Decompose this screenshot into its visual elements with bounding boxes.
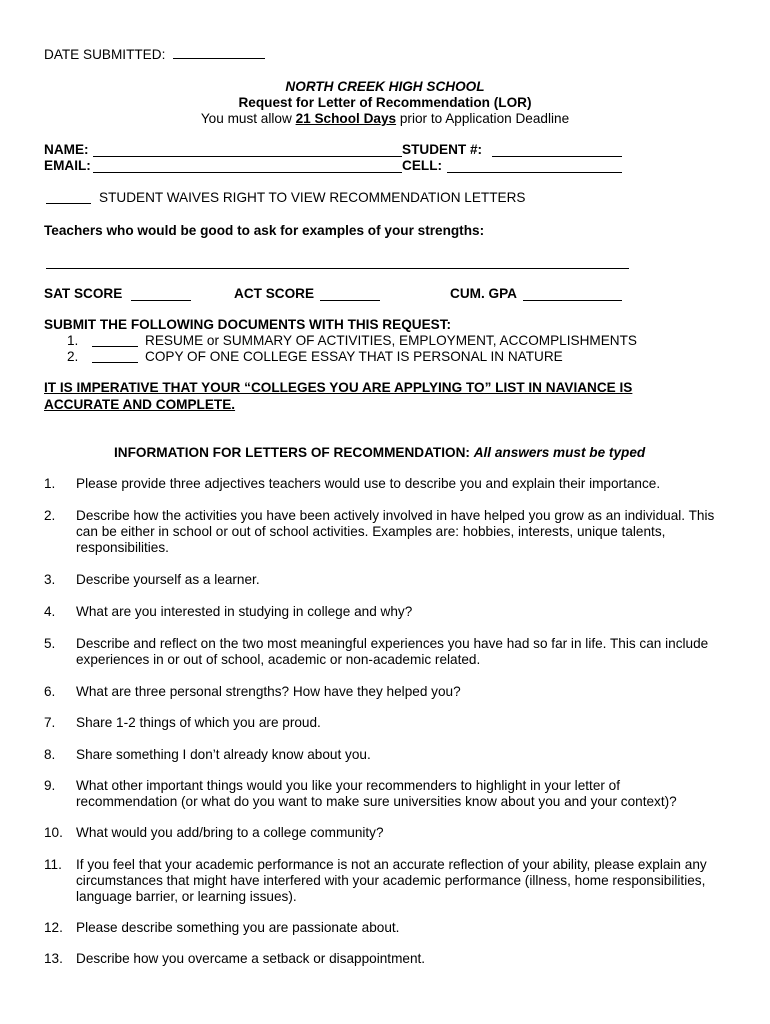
sat-score-field[interactable] xyxy=(131,300,191,301)
question-7-text: Share 1-2 things of which you are proud. xyxy=(76,715,321,730)
question-3-number: 3. xyxy=(44,572,56,587)
imperative-line-1: IT IS IMPERATIVE THAT YOUR “COLLEGES YOU ARE APPLYING TO” LIST IN NAVIANCE IS xyxy=(44,380,633,395)
question-8-text: Share something I don’t already know about you. xyxy=(76,747,371,762)
student-number-label: STUDENT #: xyxy=(402,142,483,157)
deadline-prefix: You must allow xyxy=(200,111,296,126)
question-7-number: 7. xyxy=(44,715,56,730)
email-field[interactable] xyxy=(93,172,402,173)
document-2-check-field[interactable] xyxy=(92,362,138,363)
waiver-text: STUDENT WAIVES RIGHT TO VIEW RECOMMENDATION LETTERS xyxy=(99,190,526,205)
document-2-number: 2. xyxy=(67,349,79,364)
teachers-field[interactable] xyxy=(46,268,629,269)
form-title: Request for Letter of Recommendation (LOR) xyxy=(238,95,532,110)
document-1-text: RESUME or SUMMARY OF ACTIVITIES, EMPLOYMENT, ACCOMPLISHMENTS xyxy=(145,333,637,348)
question-2-number: 2. xyxy=(44,508,56,523)
question-6-text: What are three personal strengths? How have they helped you? xyxy=(76,684,461,699)
act-score-label: ACT SCORE xyxy=(234,286,315,301)
question-6-number: 6. xyxy=(44,684,56,699)
question-10-number: 10. xyxy=(44,825,63,840)
cum-gpa-field[interactable] xyxy=(523,300,622,301)
student-number-field[interactable] xyxy=(492,156,622,157)
question-1-number: 1. xyxy=(44,476,56,491)
deadline-suffix: prior to Application Deadline xyxy=(396,111,570,126)
teachers-label: Teachers who would be good to ask for examples of your strengths: xyxy=(44,223,485,238)
sat-score-label: SAT SCORE xyxy=(44,286,123,301)
info-heading-text: INFORMATION FOR LETTERS OF RECOMMENDATION: xyxy=(114,445,474,460)
info-heading-note: All answers must be typed xyxy=(473,445,646,460)
deadline-notice xyxy=(0,111,770,127)
document-1-check-field[interactable] xyxy=(92,346,138,347)
question-12-number: 12. xyxy=(44,920,63,935)
name-label: NAME: xyxy=(44,142,89,157)
document-1-number: 1. xyxy=(67,333,79,348)
cum-gpa-label: CUM. GPA xyxy=(450,286,517,301)
question-2-text: Describe how the activities you have been actively involved in have helped you grow as an individual. This can be either in school or out of school activities. Examples are: hobbies, interests, unique talents, responsibilities. xyxy=(76,508,715,555)
submit-heading: SUBMIT THE FOLLOWING DOCUMENTS WITH THIS REQUEST: xyxy=(44,317,452,332)
act-score-field[interactable] xyxy=(320,300,380,301)
question-10-text: What would you add/bring to a college community? xyxy=(76,825,384,840)
question-11-text: If you feel that your academic performance is not an accurate reflection of your ability, please explain any circumstances that might have interfered with your academic performance (illness, home responsibilities, language barrier, or learning issues). xyxy=(76,857,707,904)
cell-field[interactable] xyxy=(447,172,622,173)
imperative-line-2: ACCURATE AND COMPLETE. xyxy=(44,397,236,412)
waiver-initials-field[interactable] xyxy=(46,203,91,204)
question-8-number: 8. xyxy=(44,747,56,762)
deadline-emphasis: 21 School Days xyxy=(295,111,397,126)
document-2-text: COPY OF ONE COLLEGE ESSAY THAT IS PERSONAL IN NATURE xyxy=(145,349,563,364)
question-13-number: 13. xyxy=(44,951,63,966)
date-submitted-label: DATE SUBMITTED: xyxy=(44,47,166,62)
question-13-text: Describe how you overcame a setback or disappointment. xyxy=(76,951,426,966)
date-submitted-row xyxy=(44,46,265,63)
question-4-text: What are you interested in studying in college and why? xyxy=(76,604,413,619)
email-label: EMAIL: xyxy=(44,158,91,173)
cell-label: CELL: xyxy=(402,158,443,173)
school-name: NORTH CREEK HIGH SCHOOL xyxy=(285,79,485,94)
info-heading xyxy=(114,445,645,461)
question-3-text: Describe yourself as a learner. xyxy=(76,572,260,587)
question-12-text: Please describe something you are passionate about. xyxy=(76,920,400,935)
question-11-number: 11. xyxy=(44,857,62,872)
question-1-text: Please provide three adjectives teachers would use to describe you and explain their importance. xyxy=(76,476,661,491)
question-9-text: What other important things would you like your recommenders to highlight in your letter of recommendation (or what do you want to make sure universities know about you and your context)? xyxy=(76,778,677,809)
question-5-text: Describe and reflect on the two most meaningful experiences you have had so far in life. This can include experiences in or out of school, academic or non-academic related. xyxy=(76,636,709,667)
name-field[interactable] xyxy=(93,156,402,157)
question-5-number: 5. xyxy=(44,636,56,651)
question-9-number: 9. xyxy=(44,778,56,793)
question-4-number: 4. xyxy=(44,604,56,619)
date-submitted-field[interactable] xyxy=(173,46,265,59)
